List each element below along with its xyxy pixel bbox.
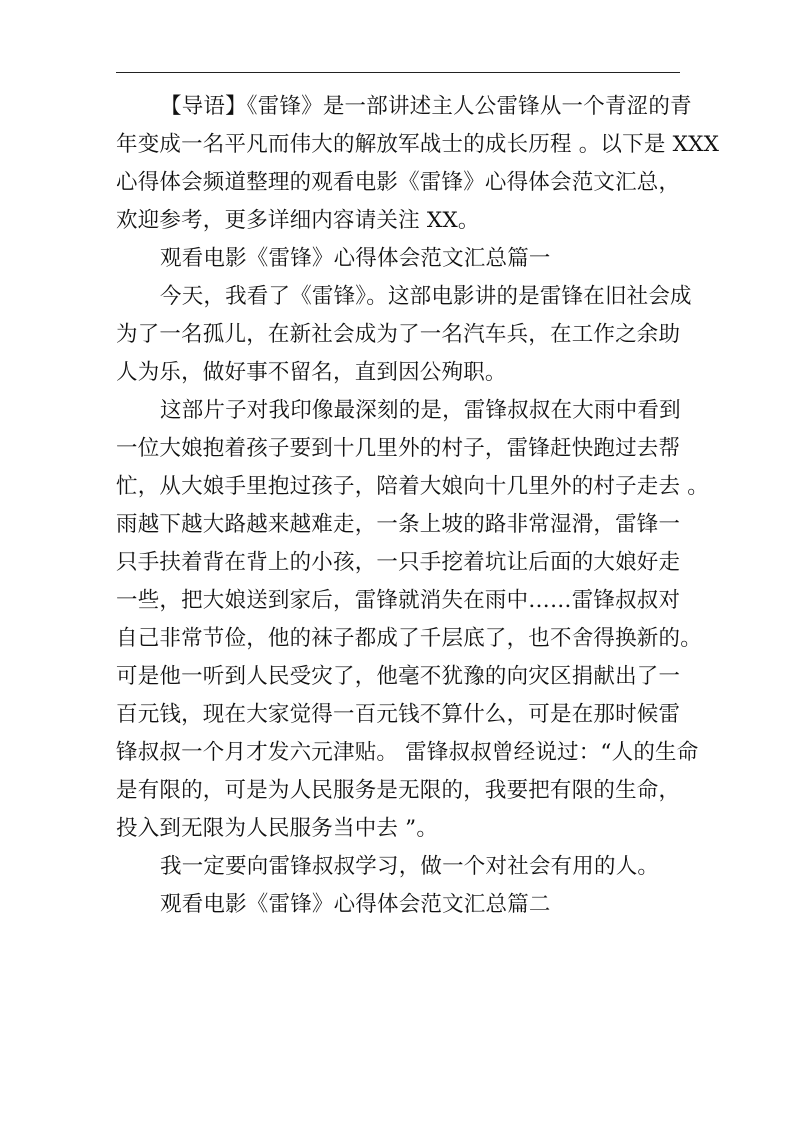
paragraph-3: 我一定要向雷锋叔叔学习，做一个对社会有用的人。 <box>160 854 660 879</box>
paragraph-line: 只手扶着背在背上的小孩，一只手挖着坑让后面的大娘好走 <box>116 550 681 575</box>
paragraph-line: 今天，我看了《雷锋》。这部电影讲的是雷锋在旧社会成 <box>160 284 692 309</box>
paragraph-line: 一位大娘抱着孩子要到十几里外的村子，雷锋赶快跑过去帮 <box>116 436 681 461</box>
paragraph-line: 这部片子对我印像最深刻的是，雷锋叔叔在大雨中看到 <box>160 398 681 423</box>
header-rule <box>116 72 680 73</box>
intro-line: 【导语】《雷锋》是一部讲述主人公雷锋从一个青涩的青 <box>160 94 692 119</box>
paragraph-2 <box>116 392 709 848</box>
intro-line: 年变成一名平凡而伟大的解放军战士的成长历程 。以下是 XXX <box>116 132 720 157</box>
paragraph-line: 一些，把大娘送到家后，雷锋就消失在雨中……雷锋叔叔对 <box>116 588 681 613</box>
paragraph-line: 雨越下越大路越来越难走，一条上坡的路非常湿滑，雷锋一 <box>116 512 681 537</box>
paragraph-1 <box>116 278 692 392</box>
paragraph-line: 人为乐，做好事不留名，直到因公殉职。 <box>116 360 507 385</box>
intro-paragraph <box>116 88 720 240</box>
paragraph-line: 锋叔叔一个月才发六元津贴。 雷锋叔叔曾经说过：“人的生命 <box>116 740 699 765</box>
paragraph-line: 可是他一听到人民受灾了，他毫不犹豫的向灾区捐献出了一 <box>116 664 681 689</box>
intro-line: 欢迎参考，更多详细内容请关注 XX。 <box>116 208 480 233</box>
intro-line: 心得体会频道整理的观看电影《雷锋》心得体会范文汇总， <box>116 170 681 195</box>
document-body <box>116 88 720 924</box>
paragraph-line: 百元钱，现在大家觉得一百元钱不算什么，可是在那时候雷 <box>116 702 681 727</box>
paragraph-line: 是有限的，可是为人民服务是无限的，我要把有限的生命， <box>116 778 681 803</box>
paragraph-line: 投入到无限为人民服务当中去 ”。 <box>116 816 439 841</box>
paragraph-line: 自己非常节俭，他的袜子都成了千层底了，也不舍得换新的。 <box>116 626 702 651</box>
section-heading-2: 观看电影《雷锋》心得体会范文汇总篇二 <box>160 892 551 917</box>
paragraph-line: 为了一名孤儿，在新社会成为了一名汽车兵，在工作之余助 <box>116 322 681 347</box>
paragraph-line: 忙，从大娘手里抱过孩子，陪着大娘向十几里外的村子走去 。 <box>116 474 709 499</box>
section-heading-1: 观看电影《雷锋》心得体会范文汇总篇一 <box>160 246 551 271</box>
